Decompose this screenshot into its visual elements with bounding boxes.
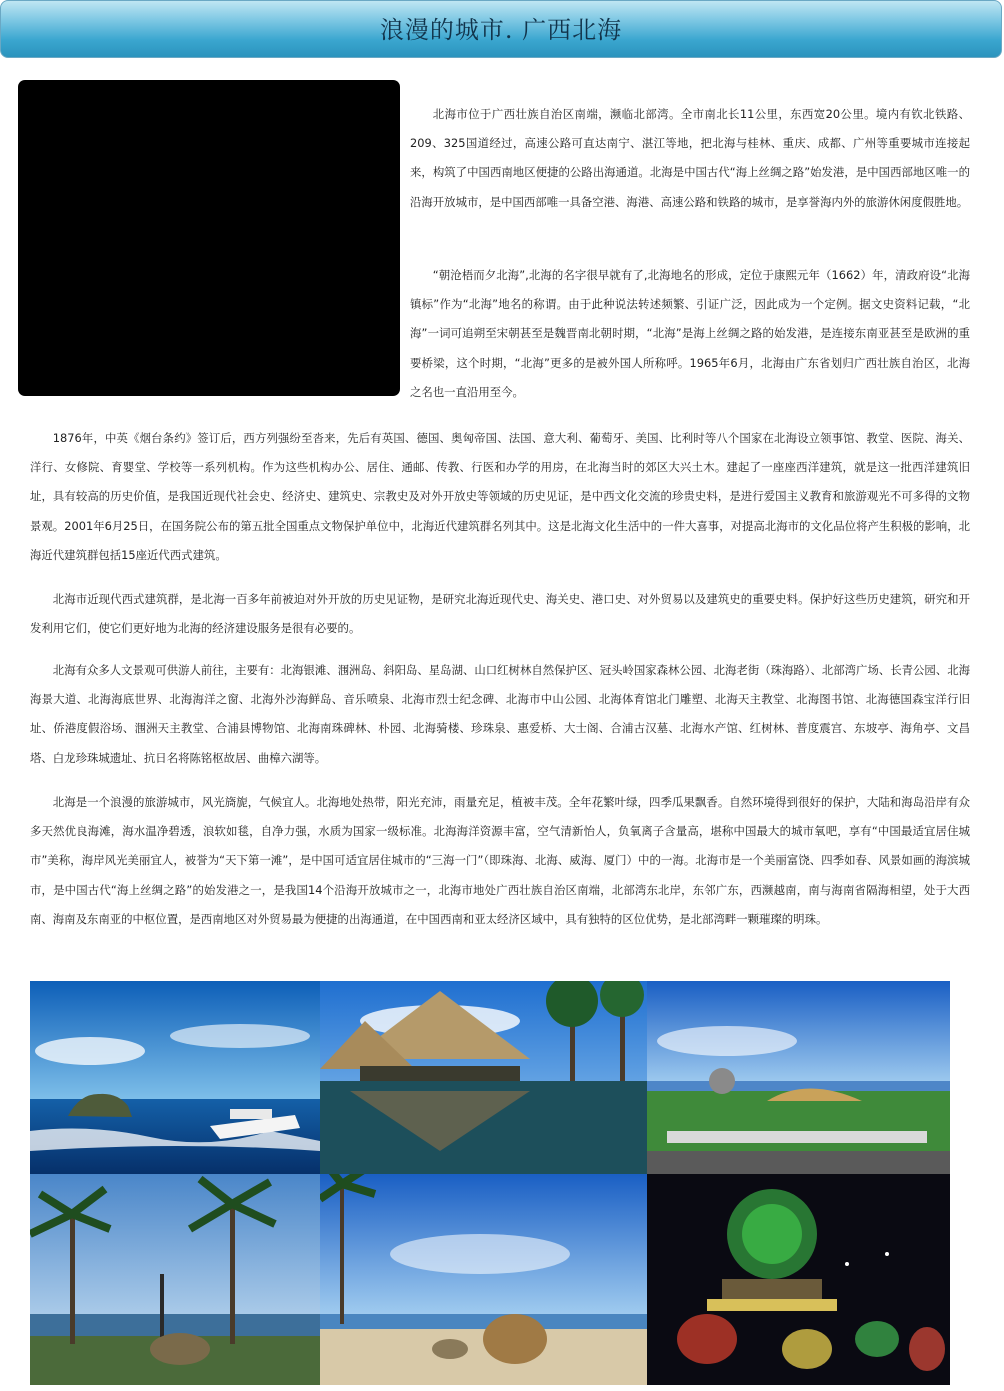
video-player[interactable]	[18, 80, 400, 396]
photo-thatched-pavilions	[320, 981, 647, 1174]
page-header	[0, 0, 1002, 58]
photo-plaza-sculpture	[647, 981, 950, 1174]
paragraph-attractions: 北海有众多人文景观可供游人前往，主要有：北海银滩、涠洲岛、斜阳岛、星岛湖、山口红树林自然保护区、冠头岭国家森林公园、北海老街（珠海路）、北部湾广场、长青公园、北海海景大道、北海海底世界、北海海洋之窗、北海外沙海鲜岛、音乐喷泉、北海市烈士纪念碑、北海市中山公园、北海体育馆北门雕塑、北海天主教堂、北海图书馆、北海德国森宝洋行旧址、侨港度假浴场、涠洲天主教堂、合浦县博物馆、北海南珠碑林、朴园、北海骑楼、珍珠泉、惠爱桥、大士阁、合浦古汉墓、北海水产馆、红树林、普度震宫、东坡亭、海角亭、文昌塔、白龙珍珠城遗址、抗日名将陈铭枢故居、曲樟六湖等。	[30, 663, 970, 765]
page-title: 浪漫的城市. 广西北海	[379, 16, 623, 44]
photo-night-fountain	[647, 1174, 950, 1385]
paragraph-name-origin: “朝沧梧而夕北海”,北海的名字很早就有了,北海地名的形成，定位于康熙元年（1662）年，清政府设“北海镇标”作为“北海”地名的称谓。由于此种说法转述频繁、引证广泛，因此成为一个定例。据文史资料记载，“北海”一词可追朔至宋朝甚至是魏晋南北朝时期，“北海”是海上丝绸之路的始发港，是连接东南亚甚至是欧洲的重要桥梁，这个时期，“北海”更多的是被外国人所称呼。1965年6月，北海由广东省划归广西壮族自治区，北海之名也一直沿用至今。	[410, 268, 970, 399]
photo-gallery	[30, 981, 950, 1385]
paragraph-tourism: 北海是一个浪漫的旅游城市，风光旖旎，气候宜人。北海地处热带，阳光充沛，雨量充足，植被丰茂。全年花繁叶绿，四季瓜果飘香。自然环境得到很好的保护，大陆和海岛沿岸有众多天然优良海滩，海水温净碧透，浪软如毯，自净力强，水质为国家一级标准。北海海洋资源丰富，空气清新怡人，负氧离子含量高，堪称中国最大的城市氧吧，享有“中国最适宜居住城市”美称，海岸风光美丽宜人，被誉为“天下第一滩”，是中国可适宜居住城市的“三海一门”（即珠海、北海、威海、厦门）中的一海。北海市是一个美丽富饶、四季如春、风景如画的海滨城市，是中国古代“海上丝绸之路”的始发港之一，是我国14个沿海开放城市之一，北海市地处广西壮族自治区南端，北部湾东北岸，东邻广东，西濒越南，南与海南省隔海相望，处于大西南、海南及东南亚的中枢位置，是西南地区对外贸易最为便捷的出海通道，在中国西南和亚太经济区域中，具有独特的区位优势，是北部湾畔一颗璀璨的明珠。	[30, 795, 970, 926]
photo-beach-rocks	[320, 1174, 647, 1385]
photo-palm-beach	[30, 1174, 320, 1385]
paragraph-architecture: 北海市近现代西式建筑群，是北海一百多年前被迫对外开放的历史见证物，是研究北海近现代史、海关史、港口史、对外贸易以及建筑史的重要史料。保护好这些历史建筑，研究和开发利用它们，使它们更好地为北海的经济建设服务是很有必要的。	[30, 592, 970, 636]
paragraph-intro: 北海市位于广西壮族自治区南端，濒临北部湾。全市南北长11公里，东西宽20公里。境内有钦北铁路、209、325国道经过，高速公路可直达南宁、湛江等地，把北海与桂林、重庆、成都、广州等重要城市连接起来，构筑了中国西南地区便捷的公路出海通道。北海是中国古代“海上丝绸之路”始发港，是中国西部地区唯一的沿海开放城市，是中国西部唯一具备空港、海港、高速公路和铁路的城市，是享誉海内外的旅游休闲度假胜地。	[410, 107, 970, 209]
photo-boat-island	[30, 981, 320, 1174]
paragraph-history: 1876年，中英《烟台条约》签订后，西方列强纷至沓来，先后有英国、德国、奥匈帝国、法国、意大利、葡萄牙、美国、比利时等八个国家在北海设立领事馆、教堂、医院、海关、洋行、女修院、育婴堂、学校等一系列机构。作为这些机构办公、居住、通邮、传教、行医和办学的用房，在北海当时的郊区大兴土木。建起了一座座西洋建筑，就是这一批西洋建筑旧址，具有较高的历史价值，是我国近现代社会史、经济史、建筑史、宗教史及对外开放史等领域的历史见证，是中西文化交流的珍贵史料，是进行爱国主义教育和旅游观光不可多得的文物景观。2001年6月25日，在国务院公布的第五批全国重点文物保护单位中，北海近代建筑群名列其中。这是北海文化生活中的一件大喜事，对提高北海市的文化品位将产生积极的影响，北海近代建筑群包括15座近代西式建筑。	[30, 431, 970, 562]
